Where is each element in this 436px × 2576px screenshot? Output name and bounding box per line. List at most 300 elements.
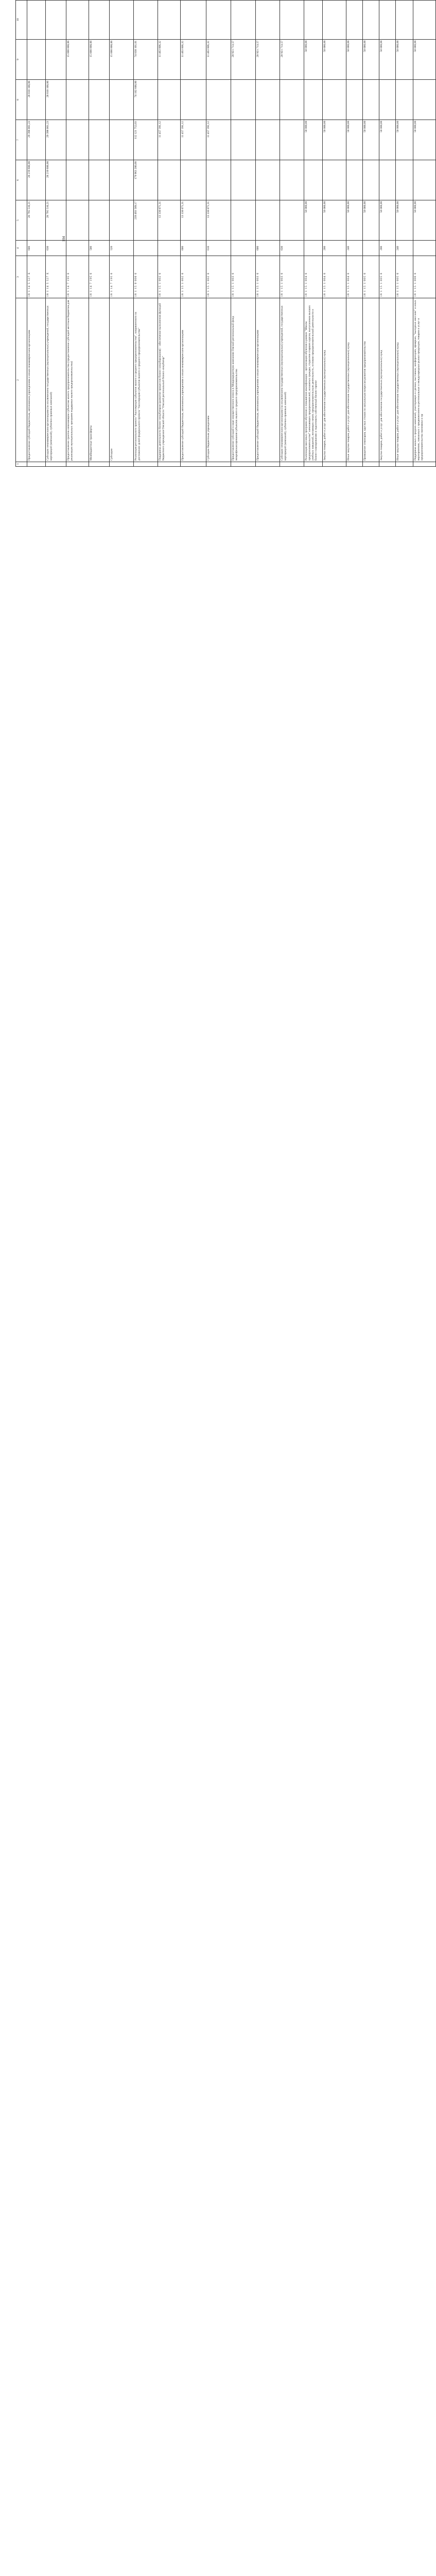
table-cell (206, 241, 231, 256)
table-cell (323, 40, 346, 80)
table-cell (379, 256, 396, 298)
table-cell (413, 200, 436, 241)
cell-c10 (379, 1, 395, 39)
table-cell (323, 1, 346, 40)
table-cell (413, 241, 436, 256)
cell-c9: 20 921 713,57 (281, 41, 284, 58)
cell-code: 18 1 15 1 003 0 (281, 273, 284, 297)
table-cell (231, 241, 256, 256)
table-cell (280, 80, 304, 120)
table-cell (304, 462, 323, 467)
table-cell (110, 256, 134, 298)
table-cell (280, 1, 304, 40)
table-cell (346, 241, 363, 256)
cell-c6: 179 963 200,00 (134, 161, 137, 179)
cell-type: 240 (396, 246, 399, 250)
table-cell (396, 462, 413, 467)
cell-c6 (396, 160, 413, 200)
cell-type: 200 (323, 246, 326, 250)
table-cell (346, 462, 363, 467)
table-cell (46, 200, 66, 241)
cell-c7: 50 000,00 (323, 121, 326, 133)
table-cell (346, 40, 363, 80)
table-cell (231, 256, 256, 298)
cell-c6: 28 219 600,00 (28, 161, 31, 178)
table-cell (181, 462, 206, 467)
cell-type: 610 (207, 246, 210, 250)
table-cell (134, 120, 158, 160)
table-cell (27, 1, 46, 40)
table-cell (413, 462, 436, 467)
cell-c7 (110, 120, 133, 160)
column-header (16, 241, 27, 256)
cell-c8 (66, 80, 89, 120)
cell-c10 (89, 1, 109, 39)
table-cell (231, 1, 256, 40)
cell-desc: Предоставление субсидий в виде имущественного взноса в Микрокредитную компанию Омский региональный фонд микрофинансирования субъектов малого и среднего предпринимательства (232, 316, 238, 461)
table-cell (346, 1, 363, 40)
table-cell (396, 40, 413, 80)
cell-c5 (256, 200, 280, 240)
cell-type (231, 241, 255, 256)
table-cell (363, 241, 379, 256)
table-cell (110, 80, 134, 120)
table-cell (413, 40, 436, 80)
column-header (16, 256, 27, 298)
cell-code: 18 1 15 1 003 0 (256, 273, 259, 297)
table-cell (256, 120, 280, 160)
table-cell (181, 120, 206, 160)
table-cell (323, 462, 346, 467)
table-cell (89, 241, 110, 256)
cell-c7: 50 000,00 (396, 121, 399, 133)
table-cell (363, 298, 379, 462)
table-cell (231, 160, 256, 200)
table-cell (280, 40, 304, 80)
column-header-label: 8 (16, 99, 20, 100)
cell-c8 (181, 80, 206, 120)
cell-c5: 13 130 071,31 (159, 201, 162, 218)
column-header (16, 462, 27, 467)
cell-desc: Поддержка деятельности бизнес-инкубаторов (развитие процессов бизнес-инкубирования) – обеспечение выполнения функций бюджетного учреждения Омской области "Омский региональный бизнес-инкубатор" (159, 303, 165, 461)
table-cell (206, 160, 231, 200)
cell-c6 (89, 160, 109, 200)
cell-c8 (396, 80, 413, 120)
cell-c7 (89, 120, 109, 160)
table-cell (379, 298, 396, 462)
table-cell (256, 1, 280, 40)
table-cell (363, 160, 379, 200)
cell-desc: Предоставление грантов начинающим субъектам малого предпринимательства (предоставление субсидий местным бюджетам для реализации муниципальных программ поддержки малого предпринимательства) (67, 300, 74, 461)
table-cell (256, 160, 280, 200)
cell-desc: Предоставление субсидий бюджетным, автономным учреждениям и иным некоммерческим организациям (181, 330, 184, 461)
cell-c5: 13 130 071,31 (207, 201, 210, 218)
table-cell (66, 298, 89, 462)
table-cell (27, 160, 46, 200)
cell-c6 (66, 160, 89, 200)
table-cell (110, 298, 134, 462)
table-cell (66, 200, 89, 241)
cell-code: 18 1 15 1 003 0 (232, 273, 235, 297)
page-number: 104 (62, 236, 66, 242)
table-cell (346, 80, 363, 120)
table-cell (379, 120, 396, 160)
cell-type (413, 241, 435, 256)
table-cell (46, 241, 66, 256)
table-cell (66, 40, 89, 80)
cell-code: 18 1 15 1 005 0 (380, 273, 383, 297)
cell-code: 18 1 15 1 002 0 (181, 273, 184, 297)
column-header-label: 4 (16, 247, 20, 249)
table-cell (181, 241, 206, 256)
cell-desc: Субсидии некоммерческим организациям (за исключением государственных (муниципальных) учреждений, государственных корпораций (компаний), публично-правовых компаний) (46, 306, 53, 461)
table-cell (134, 80, 158, 120)
table-cell (396, 298, 413, 462)
table-cell (346, 200, 363, 241)
cell-type (66, 241, 89, 256)
table-cell (181, 200, 206, 241)
table-cell (181, 40, 206, 80)
table-cell (134, 40, 158, 80)
band-c10 (16, 1, 436, 40)
table-cell (256, 298, 280, 462)
cell-code: 18 1 14 7 195 0 (110, 273, 113, 297)
band-c7 (16, 120, 436, 160)
cell-code: 18 1 15 1 005 0 (363, 273, 367, 297)
cell-c10 (304, 1, 322, 39)
column-header (16, 80, 27, 120)
table-cell (181, 256, 206, 298)
table-cell (158, 40, 181, 80)
table-cell (158, 462, 181, 467)
cell-type: 630 (46, 246, 49, 250)
cell-c6 (304, 160, 322, 200)
table-cell (27, 120, 46, 160)
cell-c9: 20 921 713,57 (232, 41, 235, 58)
table-cell (413, 256, 436, 298)
table-cell (280, 160, 304, 200)
cell-c6 (181, 160, 206, 200)
cell-c6 (231, 160, 255, 200)
cell-c7: 29 398 061,23 (46, 121, 49, 138)
table-cell (363, 256, 379, 298)
table-cell (66, 80, 89, 120)
cell-c7: 29 398 061,23 (28, 121, 31, 138)
cell-c10 (231, 1, 255, 39)
cell-c8 (413, 80, 435, 120)
cell-c7: 50 000,00 (363, 121, 367, 133)
table-cell (110, 40, 134, 80)
table-cell (256, 241, 280, 256)
table-cell (158, 1, 181, 40)
table-cell (134, 200, 158, 241)
cell-desc: Закупка товаров, работ и услуг для обеспечения государственных (муниципальных) нужд (380, 350, 383, 461)
cell-code: 18 1 14 7 195 0 (67, 273, 70, 297)
table-cell (66, 1, 89, 40)
table-cell (89, 462, 110, 467)
cell-c5: 50 000,00 (414, 201, 417, 213)
column-header-label: 10 (16, 18, 20, 22)
table-cell (181, 298, 206, 462)
table-cell (323, 120, 346, 160)
column-header (16, 200, 27, 241)
table-cell (231, 462, 256, 467)
table-cell (158, 80, 181, 120)
cell-c6 (206, 160, 231, 200)
table-cell (304, 256, 323, 298)
table-cell (396, 1, 413, 40)
cell-c5: 50 000,00 (323, 201, 326, 213)
cell-c5 (231, 200, 255, 240)
cell-c7 (66, 120, 89, 160)
cell-type (158, 241, 180, 256)
table-cell (27, 80, 46, 120)
cell-type: 600 (28, 246, 31, 250)
table-cell (206, 120, 231, 160)
table-cell (304, 298, 323, 462)
cell-code: 18 1 14 7 195 0 (90, 273, 93, 297)
table-cell (413, 1, 436, 40)
table-cell (134, 160, 158, 200)
table-cell (396, 241, 413, 256)
budget-table-wrapper (15, 0, 424, 466)
cell-c9: 50 000,00 (347, 41, 350, 53)
cell-code: 18 1 15 0 000 0 (134, 273, 137, 297)
table-cell (46, 120, 66, 160)
table-cell (181, 1, 206, 40)
table-cell (346, 120, 363, 160)
cell-c5 (110, 200, 133, 240)
table-cell (46, 1, 66, 40)
table-cell (46, 462, 66, 467)
table-cell (89, 200, 110, 241)
table-cell (396, 256, 413, 298)
cell-desc: Субсидии бюджетным учреждениям (207, 415, 210, 461)
cell-desc: Проведение семинаров, круглых столов по актуальным вопросам развития предпринимательства (363, 341, 367, 461)
table-cell (396, 160, 413, 200)
table-cell (27, 241, 46, 256)
cell-code: 18 1 15 1 004 0 (347, 273, 350, 297)
cell-c10 (46, 1, 66, 39)
table-cell (346, 160, 363, 200)
table-cell (158, 160, 181, 200)
table-cell (379, 241, 396, 256)
table-cell (231, 40, 256, 80)
cell-code: 18 1 15 1 006 0 (414, 273, 417, 297)
table-cell (379, 200, 396, 241)
cell-c10 (256, 1, 280, 39)
cell-c10 (280, 1, 304, 39)
cell-c5: 28 795 510,21 (28, 201, 31, 218)
table-cell (27, 40, 46, 80)
cell-c9: 20 921 713,57 (256, 41, 259, 58)
cell-c9: 15 000 000,00 (90, 41, 93, 58)
cell-code: 18 1 15 1 005 0 (396, 273, 399, 297)
cell-c7 (256, 120, 280, 160)
cell-c7: 11 457 391,12 (159, 121, 162, 138)
cell-c9: 11 463 606,32 (159, 41, 162, 57)
column-header-label: 9 (16, 59, 20, 60)
table-cell (134, 241, 158, 256)
table-cell (89, 256, 110, 298)
table-cell (158, 256, 181, 298)
table-cell (379, 80, 396, 120)
table-cell (280, 200, 304, 241)
column-header-label: 7 (16, 139, 20, 141)
cell-type: 200 (380, 246, 383, 250)
cell-c8 (158, 80, 180, 120)
cell-c6 (346, 160, 362, 200)
cell-code: 18 1 14 5 527 Е (46, 272, 49, 297)
column-header (16, 298, 27, 462)
cell-c10 (346, 1, 362, 39)
table-cell (206, 80, 231, 120)
cell-type: 240 (347, 246, 350, 250)
cell-c5: 50 000,00 (396, 201, 399, 213)
table-cell (66, 256, 89, 298)
cell-desc: Субсидии (110, 448, 113, 461)
table-cell (363, 1, 379, 40)
table-cell (396, 80, 413, 120)
table-cell (413, 160, 436, 200)
table-cell (89, 40, 110, 80)
cell-desc: Иные закупки товаров, работ и услуг для обеспечения государственных (муниципальных) нужд (347, 343, 350, 461)
cell-desc: Предоставление субсидий бюджетным, автономным учреждениям и иным некоммерческим организациям (256, 330, 259, 461)
cell-c9: 15 000 000,00 (67, 41, 70, 58)
table-cell (181, 80, 206, 120)
cell-desc: Субсидии некоммерческим организациям (за исключением государственных (муниципальных) учреждений, государственных корпораций (компаний), публично-правовых компаний) (281, 306, 287, 461)
cell-c10 (413, 1, 435, 39)
table-cell (89, 160, 110, 200)
table-cell (256, 200, 280, 241)
cell-c9: 50 000,00 (380, 41, 383, 53)
cell-type (363, 241, 379, 256)
table-cell (323, 200, 346, 241)
table-cell (158, 241, 181, 256)
column-header-label: 3 (16, 276, 20, 278)
table-cell (346, 256, 363, 298)
table-cell (66, 241, 89, 256)
band-c6 (16, 160, 436, 200)
cell-c6 (323, 160, 346, 200)
table-cell (413, 80, 436, 120)
table-cell (134, 298, 158, 462)
table-cell (181, 160, 206, 200)
cell-desc: Реализация регионального проекта "Акселерация субъектов малого и среднего предпринимательства", направленного на достижение целей федерального проекта "Акселерация субъектов малого и среднего предпринимательства" (134, 312, 141, 461)
table-cell (413, 298, 436, 462)
table-cell (89, 80, 110, 120)
cell-c8 (206, 80, 231, 120)
cell-c8 (231, 80, 255, 120)
cell-type: 520 (110, 246, 113, 250)
table-cell (231, 80, 256, 120)
cell-c9 (46, 40, 66, 79)
cell-c10 (396, 1, 413, 39)
table-cell (231, 120, 256, 160)
column-header-label: 2 (16, 379, 20, 381)
cell-c6: 28 219 600,00 (46, 161, 49, 178)
cell-c6 (413, 160, 435, 200)
table-cell (46, 298, 66, 462)
table-cell (304, 120, 323, 160)
cell-c9: 11 463 606,32 (181, 41, 184, 57)
table-cell (66, 160, 89, 200)
cell-c6 (363, 160, 379, 200)
table-cell (280, 256, 304, 298)
cell-c10 (363, 1, 379, 39)
cell-c8 (256, 80, 280, 120)
cell-c9: 50 000,00 (414, 41, 417, 53)
cell-code: 18 1 15 1 004 0 (323, 273, 326, 297)
band-c9 (16, 40, 436, 80)
cell-c9: 50 000,00 (323, 41, 326, 53)
cell-c9: 50 000,00 (305, 41, 308, 53)
table-cell (396, 200, 413, 241)
cell-c8 (110, 80, 133, 120)
cell-c9: 50 000,00 (363, 41, 367, 53)
table-cell (206, 462, 231, 467)
cell-c10 (158, 1, 180, 39)
table-cell (363, 120, 379, 160)
cell-c8 (304, 80, 322, 120)
column-header (16, 120, 27, 160)
table-cell (89, 1, 110, 40)
table-cell (158, 298, 181, 462)
cell-c10 (27, 1, 45, 39)
table-cell (46, 160, 66, 200)
table-cell (363, 80, 379, 120)
cell-desc: Предоставление субсидий бюджетным, автономным учреждениям и иным некоммерческим организациям (28, 330, 31, 461)
cell-c5: 239 493 589,17 (134, 201, 137, 219)
cell-c9: 74 830 101,01 (134, 41, 137, 58)
table-cell (280, 462, 304, 467)
cell-code: 18 1 15 1 002 0 (159, 273, 162, 297)
column-header (16, 40, 27, 80)
cell-c8 (323, 80, 346, 120)
cell-c7 (231, 120, 255, 160)
cell-c9: 50 000,00 (396, 41, 399, 53)
cell-c7: 11 457 391,12 (207, 121, 210, 138)
band-c5 (16, 200, 436, 241)
table-cell (110, 462, 134, 467)
cell-c8 (379, 80, 395, 120)
cell-c6 (379, 160, 395, 200)
table-cell (379, 40, 396, 80)
cell-c7 (280, 120, 304, 160)
table-cell (256, 256, 280, 298)
table-cell (304, 241, 323, 256)
cell-c5: 50 000,00 (305, 201, 308, 213)
band-type (16, 241, 436, 256)
table-cell (27, 298, 46, 462)
cell-c6 (158, 160, 180, 200)
table-cell (158, 120, 181, 160)
table-cell (323, 241, 346, 256)
table-cell (304, 80, 323, 120)
table-cell (134, 256, 158, 298)
table-cell (158, 200, 181, 241)
cell-code: 18 1 14 5 527 Е (28, 272, 31, 297)
table-cell (134, 462, 158, 467)
table-cell (27, 200, 46, 241)
table-cell (280, 241, 304, 256)
cell-c8: 28 810 100,00 (46, 81, 49, 98)
cell-type: 600 (181, 246, 184, 250)
table-cell (346, 298, 363, 462)
cell-type (134, 241, 158, 256)
table-cell (323, 80, 346, 120)
cell-c10 (181, 1, 206, 39)
